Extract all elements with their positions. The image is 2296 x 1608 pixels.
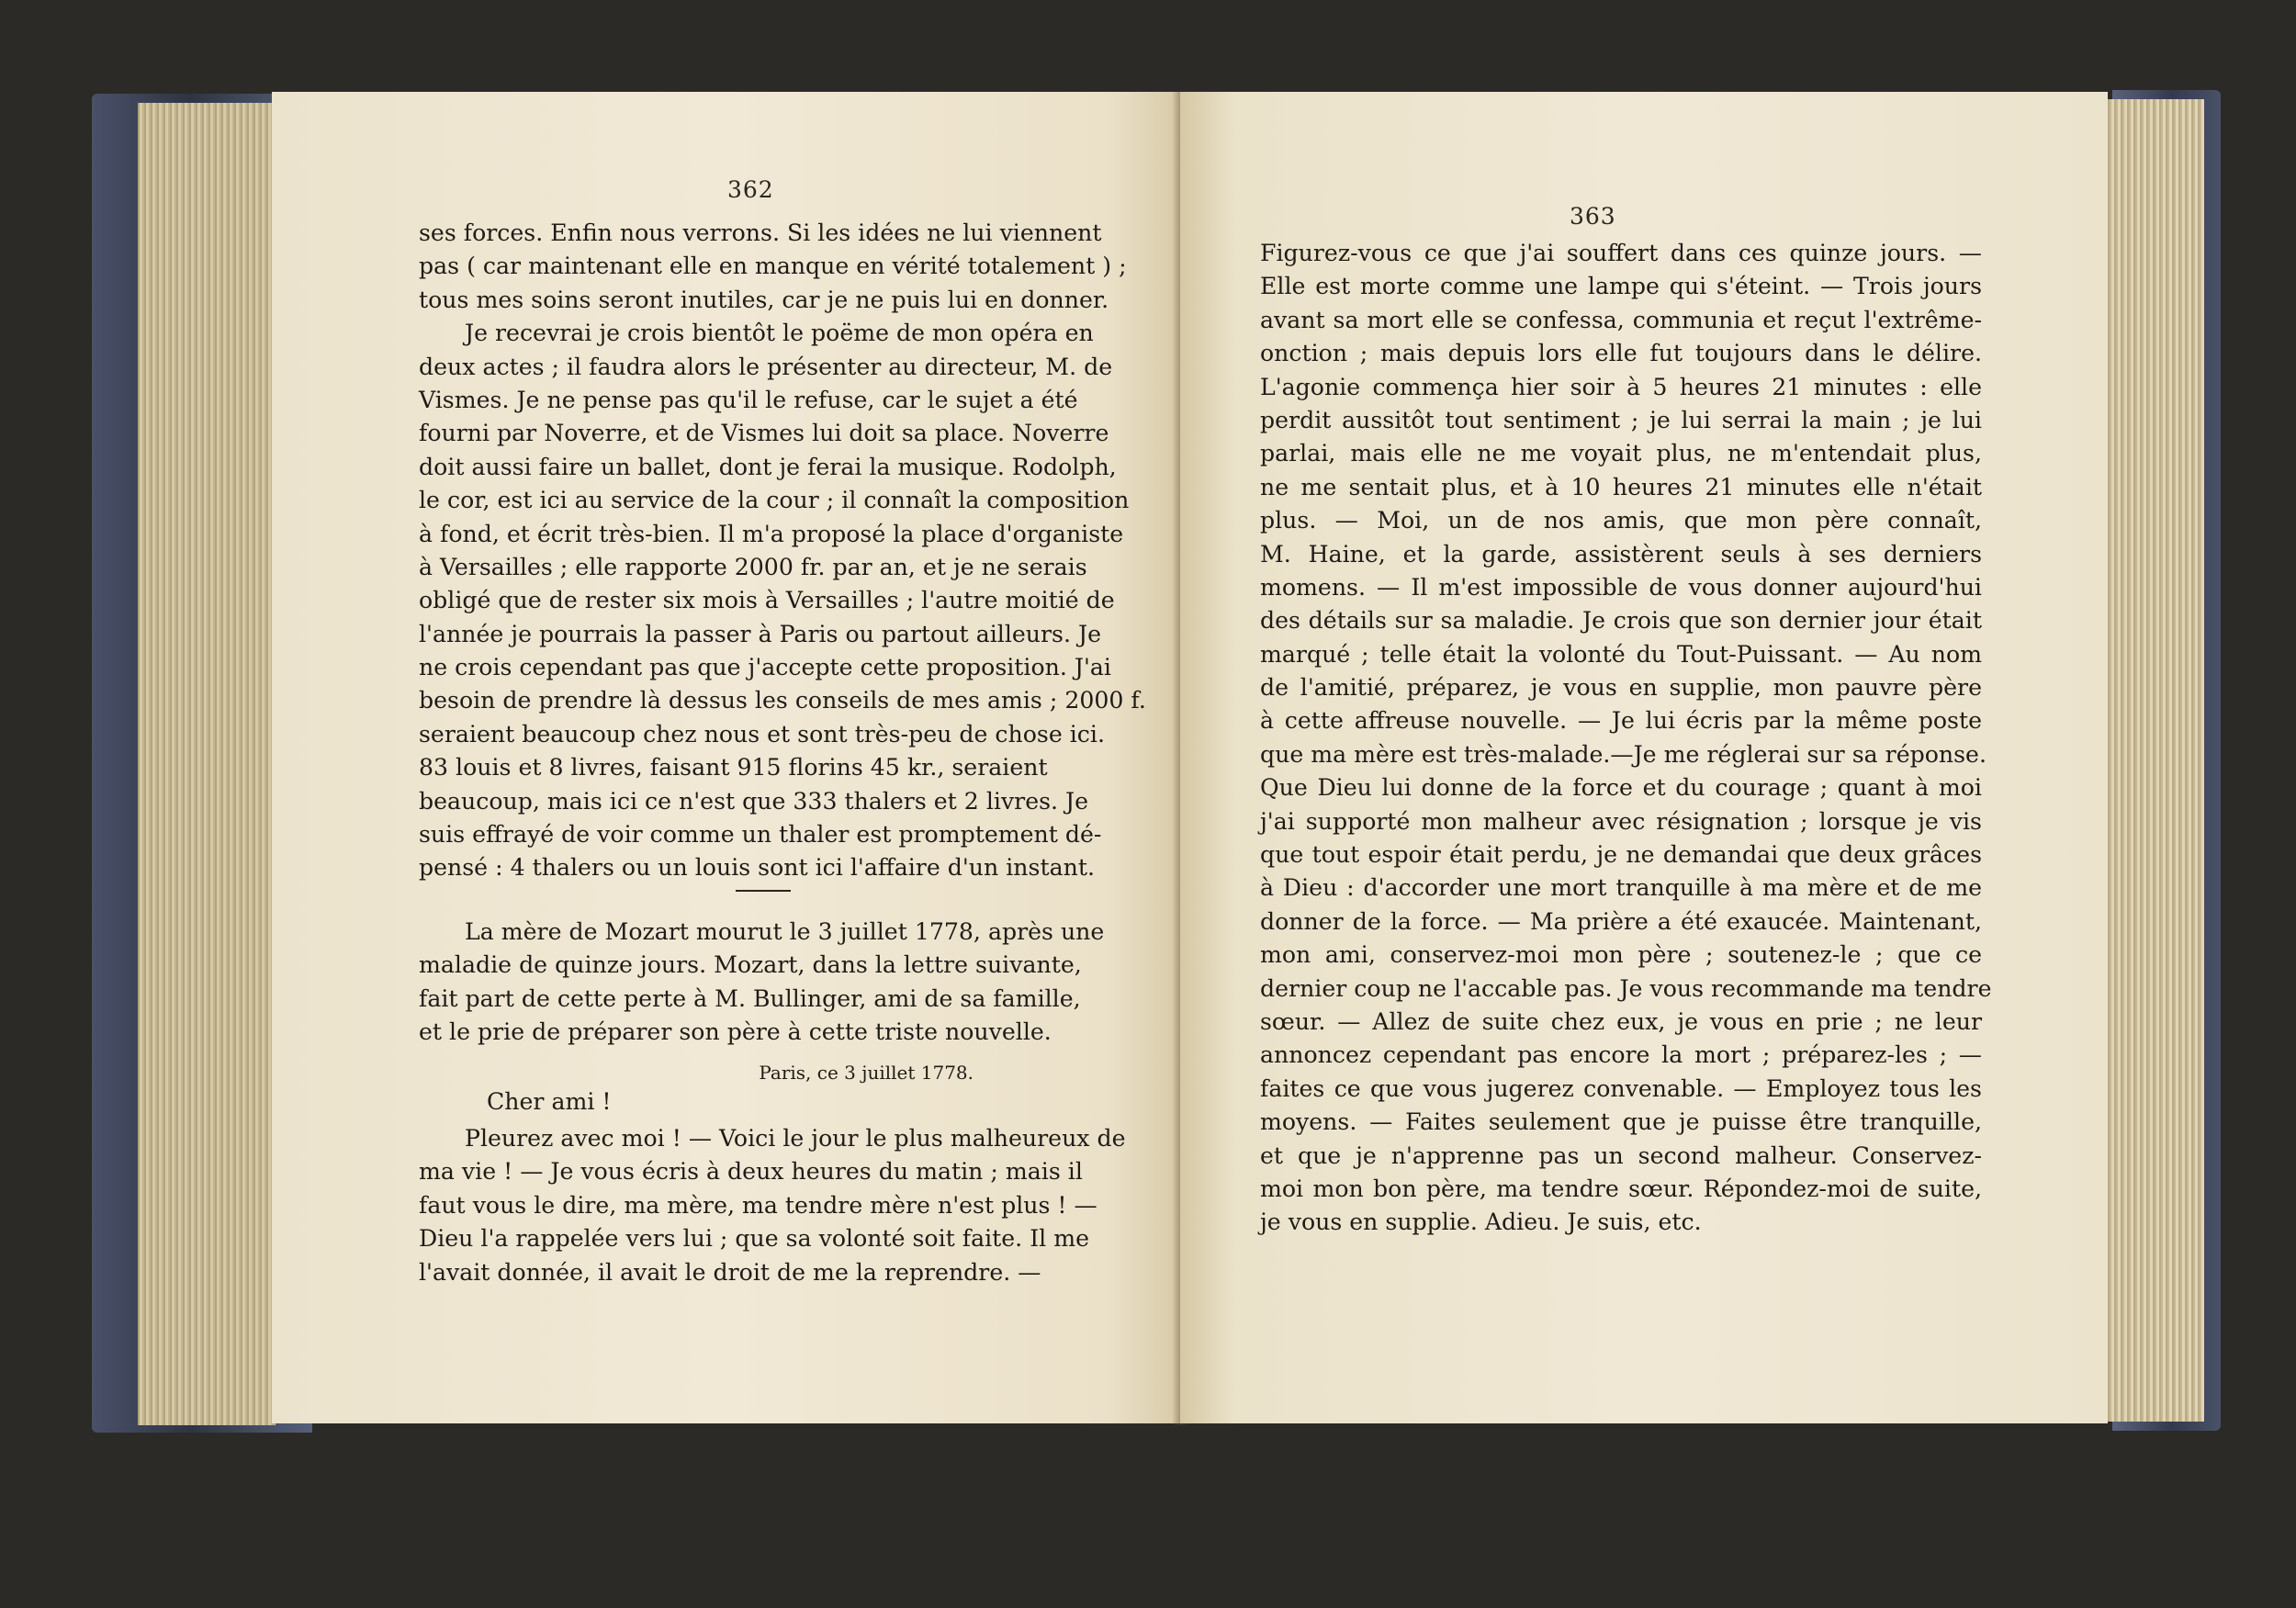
text-line: tous mes soins seront inutiles, car je ne puis lui en donner.	[419, 286, 1109, 313]
text-line: Je recevrai je crois bientôt le poëme de mon opéra en	[465, 320, 1094, 347]
text-line: Vismes. Je ne pense pas qu'il le refuse, car le sujet a été	[419, 386, 1078, 413]
text-line: Figurez-vous ce que j'ai souffert dans ces quinze jours. —	[1260, 240, 1982, 266]
text-line: et le prie de préparer son père à cette triste nouvelle.	[419, 1018, 1052, 1046]
text-line: perdit aussitôt tout sentiment ; je lui serrai la main ; je lui	[1260, 406, 1982, 433]
text-line: La mère de Mozart mourut le 3 juillet 1778, après une	[465, 918, 1105, 945]
text-line: 83 louis et 8 livres, faisant 915 florins 45 kr., seraient	[419, 754, 1048, 782]
right-page	[1180, 92, 2108, 1423]
text-line: mon ami, conservez-moi mon père ; soutenez-le ; que ce	[1260, 941, 1982, 969]
text-line: fourni par Noverre, et de Vismes lui doit sa place. Noverre	[419, 420, 1109, 447]
text-line: beaucoup, mais ici ce n'est que 333 thalers et 2 livres. Je	[419, 787, 1089, 815]
text-line: besoin de prendre là dessus les conseils de mes amis ; 2000 f.	[419, 687, 1146, 714]
text-line: seraient beaucoup chez nous et sont très-peu de chose ici.	[419, 720, 1105, 748]
right-page-number: 363	[1570, 203, 1616, 230]
text-line: moi mon bon père, ma tendre sœur. Répondez-moi de suite,	[1260, 1175, 1982, 1202]
right-body-text	[1260, 237, 1992, 1240]
text-line: ses forces. Enfin nous verrons. Si les idées ne lui viennent	[419, 219, 1102, 246]
text-line: ne crois cependant pas que j'accepte cette proposition. J'ai	[419, 654, 1111, 681]
text-line: ne me sentait plus, et à 10 heures 21 minutes elle n'était	[1260, 473, 1982, 500]
text-line: j'ai supporté mon malheur avec résignation ; lorsque je vis	[1260, 807, 1982, 835]
intro-paragraph	[419, 916, 1105, 1050]
text-line: onction ; mais depuis lors elle fut toujours dans le délire.	[1260, 340, 1982, 367]
text-line: le cor, est ici au service de la cour ; il connaît la composition	[419, 487, 1130, 514]
letter-dateline-block	[419, 1056, 974, 1089]
text-line: l'année je pourrais la passer à Paris ou partout ailleurs. Je	[419, 620, 1101, 647]
text-line: sœur. — Allez de suite chez eux, je vous en prie ; ne leur	[1260, 1007, 1982, 1035]
text-line: à cette affreuse nouvelle. — Je lui écris par la même poste	[1260, 707, 1982, 735]
text-line: plus. — Moi, un de nos amis, que mon père connaît,	[1260, 507, 1982, 534]
left-page-number: 362	[727, 176, 774, 203]
text-line: que ma mère est très-malade.—Je me réglerai sur sa réponse.	[1260, 740, 1986, 768]
text-line: Que Dieu lui donne de la force et du courage ; quant à moi	[1260, 774, 1982, 802]
salutation-block	[487, 1085, 612, 1119]
text-line: des détails sur sa maladie. Je crois que son dernier jour était	[1260, 607, 1982, 635]
text-line: suis effrayé de voir comme un thaler est promptement dé-	[419, 821, 1102, 849]
text-line: maladie de quinze jours. Mozart, dans la lettre suivante,	[419, 951, 1082, 979]
text-line: et que je n'apprenne pas un second malheur. Conservez-	[1260, 1141, 1982, 1169]
text-line: à Versailles ; elle rapporte 2000 fr. par an, et je ne serais	[419, 553, 1087, 580]
text-line: fait part de cette perte à M. Bullinger, ami de sa famille,	[419, 984, 1081, 1012]
text-line: je vous en supplie. Adieu. Je suis, etc.	[1260, 1209, 1702, 1236]
text-line: dernier coup ne l'accable pas. Je vous recommande ma tendre	[1260, 974, 1992, 1002]
text-line: à fond, et écrit très-bien. Il m'a proposé la place d'organiste	[419, 520, 1124, 547]
left-body-text	[419, 217, 1146, 885]
text-line: marqué ; telle était la volonté du Tout-Puissant. — Au nom	[1260, 640, 1982, 668]
text-line: de l'amitié, préparez, je vous en supplie, mon pauvre père	[1260, 674, 1982, 702]
salutation: Cher ami !	[487, 1088, 612, 1115]
right-page-edges	[2103, 99, 2204, 1422]
text-line: avant sa mort elle se confessa, communia et reçut l'extrême-	[1260, 306, 1982, 333]
text-line: Elle est morte comme une lampe qui s'éteint. — Trois jours	[1260, 273, 1982, 300]
text-line: momens. — Il m'est impossible de vous donner aujourd'hui	[1260, 573, 1982, 601]
left-page-edges	[138, 103, 276, 1425]
text-line: à Dieu : d'accorder une mort tranquille à ma mère et de me	[1260, 874, 1982, 902]
text-line: doit aussi faire un ballet, dont je ferai la musique. Rodolph,	[419, 453, 1117, 480]
text-line: faites ce que vous jugerez convenable. — Employez tous les	[1260, 1074, 1982, 1102]
text-line: donner de la force. — Ma prière a été exaucée. Maintenant,	[1260, 907, 1982, 935]
left-page	[272, 92, 1180, 1423]
text-line: pensé : 4 thalers ou un louis sont ici l'affaire d'un instant.	[419, 854, 1095, 882]
dateline: Paris, ce 3 juillet 1778.	[759, 1062, 974, 1084]
text-line: moyens. — Faites seulement que je puisse être tranquille,	[1260, 1108, 1982, 1136]
text-line: L'agonie commença hier soir à 5 heures 21 minutes : elle	[1260, 373, 1982, 400]
text-line: ma vie ! — Je vous écris à deux heures du matin ; mais il	[419, 1158, 1083, 1186]
text-line: parlai, mais elle ne me voyait plus, ne m'entendait plus,	[1260, 440, 1982, 467]
text-line: que tout espoir était perdu, je ne demandai que deux grâces	[1260, 841, 1982, 869]
text-line: M. Haine, et la garde, assistèrent seuls à ses derniers	[1260, 540, 1982, 568]
text-line: pas ( car maintenant elle en manque en vérité totalement ) ;	[419, 253, 1127, 280]
text-line: l'avait donnée, il avait le droit de me la reprendre. —	[419, 1258, 1041, 1286]
text-line: annoncez cependant pas encore la mort ; préparez-les ; —	[1260, 1041, 1982, 1069]
text-line: Dieu l'a rappelée vers lui ; que sa volonté soit faite. Il me	[419, 1225, 1089, 1253]
text-line: deux actes ; il faudra alors le présenter au directeur, M. de	[419, 353, 1113, 380]
letter-text-left	[419, 1122, 1126, 1289]
text-line: obligé que de rester six mois à Versailles ; l'autre moitié de	[419, 587, 1115, 614]
section-divider	[736, 890, 791, 892]
text-line: faut vous le dire, ma mère, ma tendre mère n'est plus ! —	[419, 1191, 1097, 1219]
text-line: Pleurez avec moi ! — Voici le jour le plus malheureux de	[465, 1125, 1126, 1152]
